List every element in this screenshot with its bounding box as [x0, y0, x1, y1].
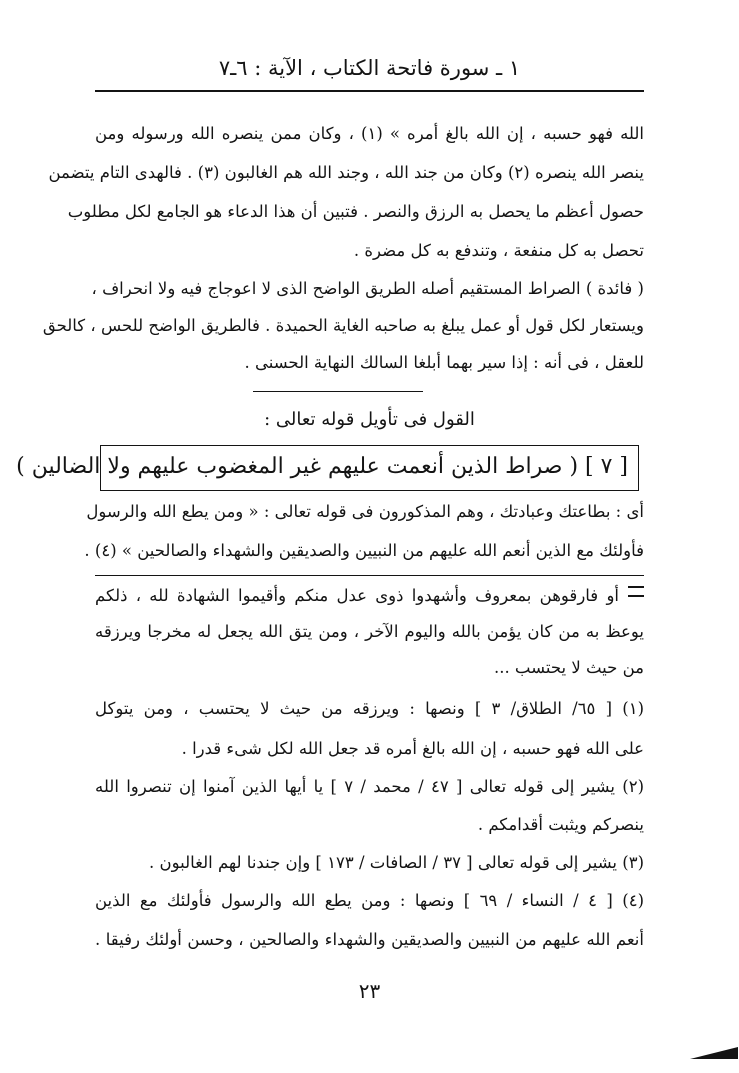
- footnote-rule: [95, 575, 644, 576]
- footnote-continuation-line-3: من حيث لا يحتسب ...: [493, 658, 644, 677]
- section-heading: القول فى تأويل قوله تعالى :: [264, 409, 475, 430]
- footnote-continuation-line-1: أو فارقوهن بمعروف وأشهدوا ذوى عدل منكم وأقيموا الشهادة لله ، ذلكم: [95, 586, 619, 605]
- footnote-1-line-1: (١) [ ٦٥/ الطلاق/ ٣ ] ونصها : ويرزقه من حيث لا يحتسب ، ومن يتوكل: [95, 699, 645, 718]
- section-divider: [253, 391, 423, 392]
- commentary-line-2: فأولئك مع الذين أنعم الله عليهم من النبيين والصديقين والشهداء والصالحين » (٤) .: [84, 541, 644, 560]
- footnote-2-line-2: ينصركم ويثبت أقدامكم .: [477, 815, 644, 834]
- page-corner-mark: [690, 1047, 738, 1059]
- footnote-4-line-2: أنعم الله عليهم من النبيين والصديقين والشهداء والصالحين ، وحسن أولئك رفيقا .: [95, 930, 644, 949]
- body-line-1: الله فهو حسبه ، إن الله بالغ أمره » (١) ، وكان ممن ينصره الله ورسوله ومن: [95, 124, 644, 143]
- note-line-1: ( فائدة ) الصراط المستقيم أصله الطريق الواضح الذى لا اعوجاج فيه ولا انحراف ،: [91, 279, 644, 298]
- footnote-3: (٣) يشير إلى قوله تعالى [ ٣٧ / الصافات / ١٧٣ ] وإن جندنا لهم الغالبون .: [148, 853, 644, 872]
- verse-box: [ ٧ ] ( صراط الذين أنعمت عليهم غير المغضوب عليهم ولا الضالين ): [100, 445, 639, 491]
- running-header: ١ ـ سورة فاتحة الكتاب ، الآية : ٦ـ٧: [218, 56, 521, 80]
- commentary-line-1: أى : بطاعتك وعبادتك ، وهم المذكورون فى قوله تعالى : « ومن يطع الله والرسول: [86, 502, 644, 521]
- footnote-1-line-2: على الله فهو حسبه ، إن الله بالغ أمره قد جعل الله لكل شىء قدرا .: [181, 739, 644, 758]
- body-line-3: حصول أعظم ما يحصل به الرزق والنصر . فتبين أن هذا الدعاء هو الجامع لكل مطلوب: [67, 202, 644, 221]
- footnote-2-line-1: (٢) يشير إلى قوله تعالى [ ٤٧ / محمد / ٧ ] يا أيها الذين آمنوا إن تنصروا الله: [95, 777, 645, 796]
- note-line-3: للعقل ، فى أنه : إذا سير بهما أبلغا السالك النهاية الحسنى .: [244, 353, 644, 372]
- note-line-2: ويستعار لكل قول أو عمل يبلغ به صاحبه الغاية الحميدة . فالطريق الواضح للحس ، كالحق: [42, 316, 644, 335]
- continuation-dash: [628, 586, 644, 597]
- page-number: ٢٣: [358, 979, 381, 1003]
- header-rule: [95, 90, 644, 92]
- body-line-2: ينصر الله ينصره (٢) وكان من جند الله ، وجند الله هم الغالبون (٣) . فالهدى التام يتضمن: [48, 163, 644, 182]
- footnote-continuation-line-2: يوعظ به من كان يؤمن بالله واليوم الآخر ، ومن يتق الله يجعل له مخرجا ويرزقه: [95, 622, 644, 641]
- footnote-4-line-1: (٤) [ ٤ / النساء / ٦٩ ] ونصها : ومن يطع الله والرسول فأولئك مع الذين: [95, 891, 644, 910]
- body-line-4: تحصل به كل منفعة ، وتندفع به كل مضرة .: [353, 241, 644, 260]
